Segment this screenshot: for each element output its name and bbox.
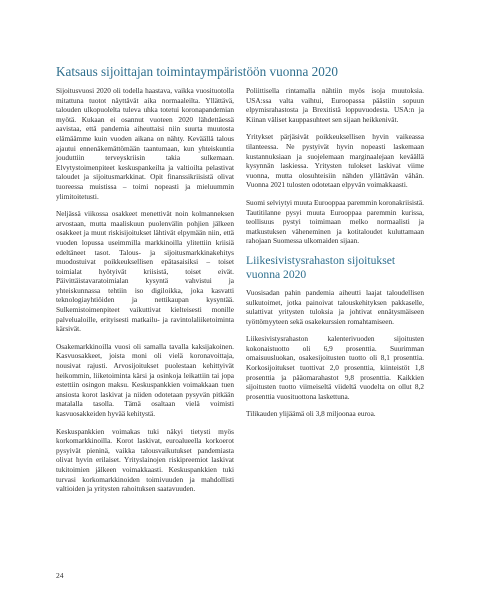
body-paragraph: Suomi selviytyi muuta Eurooppaa paremmin koronakriisistä. Tautitilanne pysyi muuta Eurooppaa paremmin kurissa, teollisuus pystyi toimimaan melko normaalisti ja matkustuksen väheneminen ja kotitaloudet kuluttamaan rahojaan Suomessa ulkomaiden sijaan. <box>246 197 424 246</box>
page-number: 24 <box>56 571 64 580</box>
body-paragraph: Sijoitusvuosi 2020 oli todella haastava, vaikka vuosituotolla mitattuna tuotot näyttävät aika normaaleilta. Yllättävä, talouden ulkopuolelta tuleva uhka totetui koronapandemian myötä. Kukaan ei osannut vuoteen 2020 lähdettäessä aavistaa, että pandemia aiheuttaisi niin suurta muutosta elämäämme kuin vuoden aikana on nähty. Keväällä talous ajautui ennenäkemättömään taantumaan, kun yhteiskuntia jouduttiin terveyskriisin takia sulkemaan. Elvytystoimenpiteet keskuspankeilta ja valtioilta pelastivat taloudet ja sijoitusmarkkinat. Opit finanssikriisistä olivat tuoreessa muistissa – toimi nopeasti ja mieluummin ylimitoitetusti. <box>56 86 234 201</box>
left-column <box>56 86 234 502</box>
body-paragraph: Poliittisella rintamalla nähtiin myös isoja muutoksia. USA:ssa valta vaihtui, Euroopassa päästiin sopuun elpymisrahastosta ja Brexitistä loppuvuodesta. USA:n ja Kiinan väliset kauppasuhteet sen sijaan heikkenivät. <box>246 86 424 124</box>
body-paragraph: Yritykset pärjäsivät poikkeuksellisen hyvin vaikeassa tilanteessa. Ne pystyivät hyvin nopeasti laskemaan kustannuksiaan ja suojelemaan marginaalejaan keväällä kysynnän laskiessa. Yritysten tulokset laskivat viime vuonna, mutta olosuhteisiin nähden yllättävän vähän. Vuonna 2021 tulosten odotetaan elpyvän voimakkaasti. <box>246 132 424 190</box>
body-paragraph: Liikesivistysrahaston kalenterivuoden sijoitusten kokonaistuotto oli 6,9 prosenttia. Suurimman omaisuusluokan, osakesijoitusten tuotto oli 8,1 prosenttia. Korkosijoitukset tuottivat 2,0 prosenttia, kiinteistöt 1,8 prosenttia ja pääomarahastot 9,8 prosenttia. Kaikkien sijoitusten tuotto viimeiseltä viideltä vuodelta on ollut 8,2 prosenttia vuosituottona laskettuna. <box>246 334 424 401</box>
body-paragraph: Neljässä viikossa osakkeet menettivät noin kolmanneksen arvostaan, mutta maaliskuun puolenvälin pohjien jälkeen osakkeet ja muut riskisijoitukset lähtivät elpymään niin, että vuoden lopussa useimmilla markkinoilla ylitettiin kriisiä edeltäneet tasot. Talous- ja sijoitusmarkkinakehitys muodostuivat poikkeuksellisen epätasaisiksi – toiset toimialat hyötyivät kriisistä, toiset eivät. Päivittäistavaratoimialan kysyntä vahvistui ja yhteiskunnassa tehtiin iso digiloikka, joka kasvatti teknologiayhtiöiden ja nettikaupan kysyntää. Sulkemistoimenpiteet vaikuttivat kielteisesti monille palvelualoille, erityisesti matkailu- ja ravintolaliiketoiminta kärsivät. <box>56 209 234 334</box>
body-paragraph: Tilikauden ylijäämä oli 3,8 miljoonaa euroa. <box>246 409 376 419</box>
body-paragraph: Keskuspankkien voimakas tuki näkyi tietysti myös korkomarkkinoilla. Korot laskivat, euroalueella korkoerot pysyivät pieninä, vaikka talousvaikutukset pandemiasta olivat hyvin erilaiset. Yrityslainojen riskipreemiot laskivat tukitoimien jälkeen voimakkaasti. Keskuspankkien tuki turvasi korkomarkkinoiden toimivuuden ja mahdollisti valtioiden ja yritysten rahoituksen saatavuuden. <box>56 426 234 494</box>
right-column <box>246 86 424 427</box>
section-heading: Liikesivistysrahaston sijoitukset vuonna 2020 <box>246 253 396 281</box>
page-title: Katsaus sijoittajan toimintaympäristöön vuonna 2020 <box>56 64 339 79</box>
body-paragraph: Vuosisadan pahin pandemia aiheutti laajat taloudellisen sulkutoimet, jotka painoivat talouskehityksen pakkaselle, sulattivat yritysten tuloksia ja johtivat ennätysmäiseen työttömyyteen sekä osakekurssien romahtamiseen. <box>246 287 424 326</box>
body-paragraph: Osakemarkkinoilla vuosi oli samalla tavalla kaksijakoinen. Kasvuosakkeet, joista moni oli vielä koronavoittaja, nousivat rajusti. Arvosijoitukset puolestaan kehittyivät heikommin, liiketoiminta kärsi ja osinkoja leikattiin tai jopa estettiin osingon maksu. Keskuspankkien voimakkaan tuen ansiosta korot laskivat ja niiden odotetaan pysyvän pitkään matalalla tasolla. Tämä osaltaan vielä voimisti kasvuosakkeiden hyvää kehitystä. <box>56 341 234 418</box>
